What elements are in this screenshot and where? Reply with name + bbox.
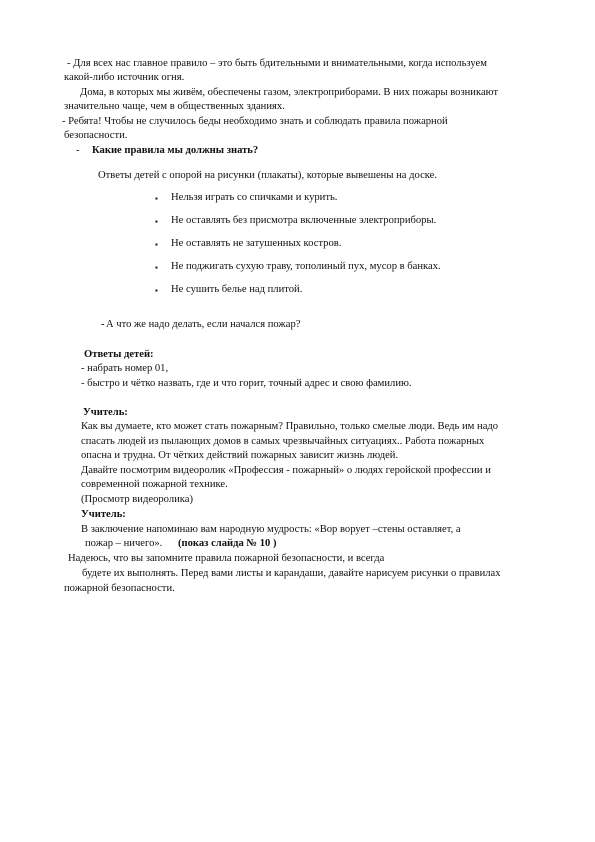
answers-intro: Ответы детей с опорой на рисунки (плакаты), которые вывешены на доске. [98, 170, 438, 181]
closing-text-line: Надеюсь, что вы запомните правила пожарной безопасности, и всегда [68, 553, 385, 564]
teacher-text-line: современной пожарной технике. [81, 479, 228, 490]
rule-item: Не поджигать сухую траву, тополиный пух, мусор в банках. [171, 261, 441, 272]
fire-question: А что же надо делать, если начался пожар? [106, 319, 301, 330]
children-answer-item: - набрать номер 01, [81, 363, 169, 374]
bullet-icon: ▪ [155, 263, 158, 272]
teacher-text-line: Давайте посмотрим видеоролик «Профессия - пожарный» о людях геройской профессии и [81, 465, 491, 476]
rule-item: Не оставлять не затушенных костров. [171, 238, 342, 249]
slide-note: (показ слайда № 10 ) [178, 538, 277, 549]
closing-text-line: будете их выполнять. Перед вами листы и карандаши, давайте нарисуем рисунки о правилах [82, 568, 501, 579]
paragraph-vigilance-line-2: какой-либо источник огня. [64, 72, 185, 83]
paragraph-rules-line-1: - Ребята! Чтобы не случилось беды необходимо знать и соблюдать правила пожарной [62, 116, 448, 127]
rule-item: Нельзя играть со спичками и курить. [171, 192, 338, 203]
question-heading: Какие правила мы должны знать? [92, 145, 259, 156]
closing-text-line: пожар – ничего». [85, 538, 163, 549]
paragraph-vigilance-line-1: - Для всех нас главное правило – это быть бдительными и внимательными, когда используем [67, 58, 487, 69]
closing-text-line: пожарной безопасности. [64, 583, 175, 594]
paragraph-homes-line-1: Дома, в которых мы живём, обеспечены газом, электроприборами. В них пожары возникают [80, 87, 499, 98]
question-dash: - [76, 145, 80, 156]
teacher-text-line: Как вы думаете, кто может стать пожарным? Правильно, только смелые люди. Ведь им надо [81, 421, 499, 432]
paragraph-rules-line-2: безопасности. [64, 130, 128, 141]
children-answers-heading: Ответы детей: [84, 349, 154, 360]
bullet-icon: ▪ [155, 240, 158, 249]
children-answer-item: - быстро и чётко назвать, где и что горит, точный адрес и свою фамилию. [81, 378, 412, 389]
fire-question-dash: - [101, 319, 105, 330]
teacher-heading: Учитель: [81, 509, 126, 520]
bullet-icon: ▪ [155, 286, 158, 295]
rule-item: Не оставлять без присмотра включенные электроприборы. [171, 215, 437, 226]
teacher-text-line: спасать людей из пылающих домов в самых чрезвычайных ситуациях.. Работа пожарных [81, 436, 485, 447]
paragraph-homes-line-2: значительно чаще, чем в общественных зданиях. [64, 101, 285, 112]
teacher-text-line: опасна и трудна. От чётких действий пожарных зависит жизнь людей. [81, 450, 399, 461]
bullet-icon: ▪ [155, 217, 158, 226]
bullet-icon: ▪ [155, 194, 158, 203]
teacher-heading: Учитель: [83, 407, 128, 418]
rule-item: Не сушить белье над плитой. [171, 284, 303, 295]
teacher-text-line: (Просмотр видеоролика) [81, 494, 193, 505]
closing-text-line: В заключение напоминаю вам народную мудрость: «Вор ворует –стены оставляет, а [81, 524, 461, 535]
